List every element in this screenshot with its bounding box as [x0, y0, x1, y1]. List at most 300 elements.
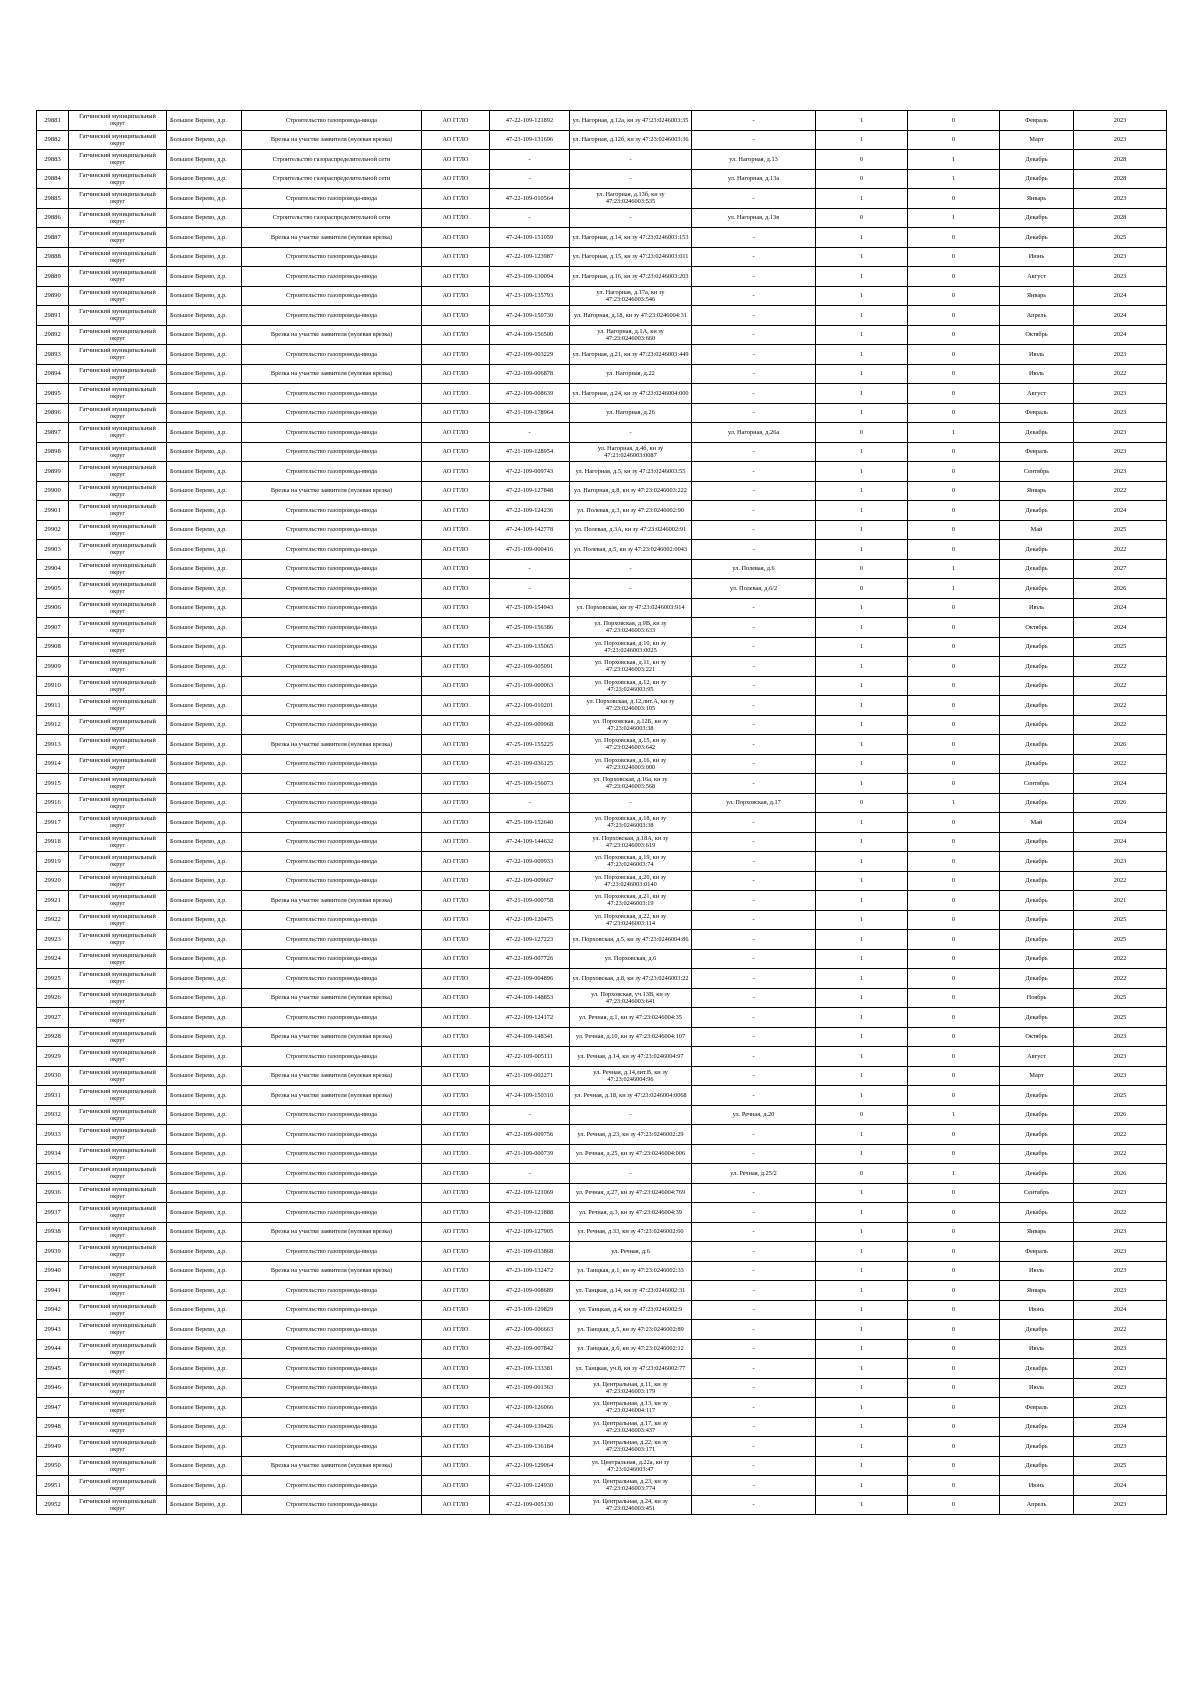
cell-planned-address: - — [692, 1261, 816, 1281]
cell-settlement: Большое Верево, д.р. — [167, 1008, 242, 1028]
cell-month: Июль — [1000, 598, 1074, 618]
cell-settlement: Большое Верево, д.р. — [167, 1476, 242, 1496]
cell-application-number: 47-21-109-178964 — [490, 403, 570, 423]
cell-month: Декабрь — [1000, 1359, 1074, 1379]
cell-count-planned: 0 — [908, 1086, 1000, 1106]
cell-district: Гатчинский муниципальный округ — [69, 1476, 167, 1496]
cell-month: Декабрь — [1000, 1125, 1074, 1145]
cell-row-number: 29929 — [37, 1047, 69, 1067]
cell-count-connected: 1 — [816, 1261, 908, 1281]
table-row — [37, 793, 1167, 813]
cell-application-number: 47-23-109-135065 — [490, 637, 570, 657]
cell-row-number: 29887 — [37, 228, 69, 248]
cell-organization: АО ГГЛО — [422, 891, 490, 911]
cell-address-cadastral: - — [570, 793, 692, 813]
cell-count-connected: 1 — [816, 832, 908, 852]
cell-work-type: Строительство газопровода-ввода — [242, 1417, 422, 1437]
cell-application-number: 47-22-109-009756 — [490, 1125, 570, 1145]
cell-count-connected: 1 — [816, 403, 908, 423]
cell-month: Декабрь — [1000, 871, 1074, 891]
cell-organization: АО ГГЛО — [422, 715, 490, 735]
cell-year: 2023 — [1074, 442, 1167, 462]
cell-month: Декабрь — [1000, 930, 1074, 950]
cell-row-number: 29899 — [37, 462, 69, 482]
cell-settlement: Большое Верево, д.р. — [167, 423, 242, 443]
cell-address-cadastral: ул. Порховская, д.20, кн зу 47:23:0246003:0140 — [570, 871, 692, 891]
cell-application-number: 47-25-109-156386 — [490, 618, 570, 638]
cell-work-type: Строительство газопровода-ввода — [242, 1047, 422, 1067]
cell-address-cadastral: ул. Танцкая, д.5, кн зу 47:23:0246002:89 — [570, 1320, 692, 1340]
cell-application-number: 47-22-109-127223 — [490, 930, 570, 950]
cell-planned-address: - — [692, 735, 816, 755]
cell-row-number: 29936 — [37, 1183, 69, 1203]
cell-settlement: Большое Верево, д.р. — [167, 676, 242, 696]
table-row — [37, 325, 1167, 345]
cell-planned-address: ул. Речная, д.20 — [692, 1105, 816, 1125]
cell-count-planned: 0 — [908, 1222, 1000, 1242]
table-row — [37, 189, 1167, 209]
cell-settlement: Большое Верево, д.р. — [167, 754, 242, 774]
cell-planned-address: - — [692, 111, 816, 131]
cell-year: 2022 — [1074, 364, 1167, 384]
table-row — [37, 715, 1167, 735]
cell-district: Гатчинский муниципальный округ — [69, 696, 167, 716]
table-row — [37, 598, 1167, 618]
cell-district: Гатчинский муниципальный округ — [69, 208, 167, 228]
cell-settlement: Большое Верево, д.р. — [167, 1417, 242, 1437]
cell-month: Март — [1000, 130, 1074, 150]
cell-work-type: Строительство газопровода-ввода — [242, 267, 422, 287]
cell-settlement: Большое Верево, д.р. — [167, 1261, 242, 1281]
cell-planned-address: ул. Нагорная, д.13а — [692, 169, 816, 189]
cell-organization: АО ГГЛО — [422, 286, 490, 306]
cell-count-planned: 0 — [908, 715, 1000, 735]
cell-planned-address: - — [692, 988, 816, 1008]
cell-organization: АО ГГЛО — [422, 1320, 490, 1340]
cell-year: 2023 — [1074, 852, 1167, 872]
cell-planned-address: - — [692, 774, 816, 794]
cell-planned-address: - — [692, 871, 816, 891]
cell-month: Декабрь — [1000, 949, 1074, 969]
cell-count-planned: 0 — [908, 247, 1000, 267]
cell-work-type: Строительство газопровода-ввода — [242, 540, 422, 560]
table-row — [37, 1476, 1167, 1496]
cell-settlement: Большое Верево, д.р. — [167, 1242, 242, 1262]
table-row — [37, 1183, 1167, 1203]
cell-settlement: Большое Верево, д.р. — [167, 871, 242, 891]
cell-row-number: 29923 — [37, 930, 69, 950]
cell-organization: АО ГГЛО — [422, 442, 490, 462]
cell-row-number: 29949 — [37, 1437, 69, 1457]
cell-row-number: 29930 — [37, 1066, 69, 1086]
cell-row-number: 29919 — [37, 852, 69, 872]
cell-district: Гатчинский муниципальный округ — [69, 910, 167, 930]
cell-count-connected: 1 — [816, 228, 908, 248]
cell-application-number: 47-22-109-008639 — [490, 384, 570, 404]
cell-count-planned: 0 — [908, 520, 1000, 540]
cell-month: Май — [1000, 813, 1074, 833]
cell-count-connected: 1 — [816, 1242, 908, 1262]
cell-application-number: 47-22-109-123987 — [490, 247, 570, 267]
cell-work-type: Врезка на участке заявителя (нулевая врезка) — [242, 891, 422, 911]
cell-settlement: Большое Верево, д.р. — [167, 1437, 242, 1457]
cell-count-planned: 0 — [908, 1456, 1000, 1476]
cell-work-type: Строительство газопровода-ввода — [242, 813, 422, 833]
cell-count-planned: 0 — [908, 403, 1000, 423]
cell-settlement: Большое Верево, д.р. — [167, 1300, 242, 1320]
table-row — [37, 286, 1167, 306]
cell-year: 2024 — [1074, 774, 1167, 794]
cell-planned-address: - — [692, 481, 816, 501]
cell-settlement: Большое Верево, д.р. — [167, 520, 242, 540]
cell-planned-address: - — [692, 364, 816, 384]
cell-address-cadastral: ул. Речная, д.23, кн зу 47:23:0246002:29 — [570, 1125, 692, 1145]
cell-planned-address: - — [692, 618, 816, 638]
cell-application-number: 47-23-109-132472 — [490, 1261, 570, 1281]
cell-address-cadastral: ул. Центральная, д.17, кн зу 47:23:0246003:437 — [570, 1417, 692, 1437]
cell-settlement: Большое Верево, д.р. — [167, 189, 242, 209]
cell-district: Гатчинский муниципальный округ — [69, 813, 167, 833]
table-row — [37, 130, 1167, 150]
cell-year: 2022 — [1074, 1125, 1167, 1145]
cell-count-connected: 1 — [816, 267, 908, 287]
cell-month: Февраль — [1000, 1398, 1074, 1418]
cell-count-connected: 1 — [816, 1417, 908, 1437]
cell-organization: АО ГГЛО — [422, 130, 490, 150]
cell-application-number: - — [490, 559, 570, 579]
cell-work-type: Строительство газопровода-ввода — [242, 247, 422, 267]
cell-district: Гатчинский муниципальный округ — [69, 618, 167, 638]
cell-address-cadastral: ул. Речная, д.18, кн зу 47:23:0246004:0068 — [570, 1086, 692, 1106]
cell-application-number: 47-22-109-009743 — [490, 462, 570, 482]
cell-count-planned: 0 — [908, 891, 1000, 911]
cell-planned-address: - — [692, 1203, 816, 1223]
cell-year: 2023 — [1074, 1339, 1167, 1359]
cell-application-number: 47-25-109-152640 — [490, 813, 570, 833]
table-row — [37, 442, 1167, 462]
cell-count-connected: 1 — [816, 1359, 908, 1379]
cell-count-connected: 0 — [816, 793, 908, 813]
data-table-sheet — [36, 110, 1166, 1515]
cell-organization: АО ГГЛО — [422, 871, 490, 891]
cell-work-type: Строительство газопровода-ввода — [242, 969, 422, 989]
cell-count-connected: 1 — [816, 1144, 908, 1164]
cell-address-cadastral: - — [570, 559, 692, 579]
cell-work-type: Строительство газопровода-ввода — [242, 852, 422, 872]
cell-count-planned: 0 — [908, 1495, 1000, 1515]
cell-settlement: Большое Верево, д.р. — [167, 774, 242, 794]
table-row — [37, 1105, 1167, 1125]
cell-application-number: 47-22-109-008689 — [490, 1281, 570, 1301]
cell-application-number: 47-24-109-148853 — [490, 988, 570, 1008]
cell-application-number: 47-24-109-139426 — [490, 1417, 570, 1437]
cell-district: Гатчинский муниципальный округ — [69, 1008, 167, 1028]
cell-organization: АО ГГЛО — [422, 910, 490, 930]
cell-planned-address: - — [692, 891, 816, 911]
cell-count-planned: 0 — [908, 969, 1000, 989]
cell-count-planned: 0 — [908, 1320, 1000, 1340]
cell-address-cadastral: ул. Речная, д.25, кн зу 47:23:0246004:006 — [570, 1144, 692, 1164]
cell-month: Декабрь — [1000, 559, 1074, 579]
cell-month: Август — [1000, 384, 1074, 404]
cell-count-planned: 0 — [908, 1378, 1000, 1398]
cell-work-type: Строительство газопровода-ввода — [242, 501, 422, 521]
cell-count-planned: 0 — [908, 442, 1000, 462]
cell-application-number: 47-24-109-142778 — [490, 520, 570, 540]
cell-application-number: 47-22-109-005111 — [490, 1047, 570, 1067]
cell-count-planned: 1 — [908, 1105, 1000, 1125]
cell-work-type: Строительство газопровода-ввода — [242, 715, 422, 735]
cell-organization: АО ГГЛО — [422, 520, 490, 540]
cell-month: Декабрь — [1000, 1456, 1074, 1476]
table-row — [37, 1359, 1167, 1379]
cell-count-planned: 1 — [908, 793, 1000, 813]
cell-organization: АО ГГЛО — [422, 1398, 490, 1418]
cell-year: 2024 — [1074, 1300, 1167, 1320]
cell-count-planned: 0 — [908, 1027, 1000, 1047]
cell-application-number: 47-23-109-133381 — [490, 1359, 570, 1379]
cell-year: 2024 — [1074, 1476, 1167, 1496]
cell-planned-address: - — [692, 1320, 816, 1340]
cell-organization: АО ГГЛО — [422, 384, 490, 404]
cell-work-type: Строительство газопровода-ввода — [242, 1183, 422, 1203]
table-row — [37, 813, 1167, 833]
cell-planned-address: - — [692, 1495, 816, 1515]
cell-row-number: 29947 — [37, 1398, 69, 1418]
cell-planned-address: - — [692, 247, 816, 267]
table-row — [37, 345, 1167, 365]
cell-address-cadastral: ул. Полевая, д.3, кн зу 47:23:0246002:90 — [570, 501, 692, 521]
cell-year: 2023 — [1074, 111, 1167, 131]
cell-district: Гатчинский муниципальный округ — [69, 364, 167, 384]
cell-settlement: Большое Верево, д.р. — [167, 637, 242, 657]
cell-count-connected: 0 — [816, 169, 908, 189]
cell-row-number: 29891 — [37, 306, 69, 326]
cell-settlement: Большое Верево, д.р. — [167, 150, 242, 170]
cell-month: Декабрь — [1000, 657, 1074, 677]
cell-year: 2024 — [1074, 598, 1167, 618]
cell-application-number: 47-21-109-002271 — [490, 1066, 570, 1086]
cell-planned-address: - — [692, 1125, 816, 1145]
cell-settlement: Большое Верево, д.р. — [167, 247, 242, 267]
table-row — [37, 832, 1167, 852]
cell-settlement: Большое Верево, д.р. — [167, 306, 242, 326]
cell-work-type: Строительство газопровода-ввода — [242, 579, 422, 599]
cell-year: 2022 — [1074, 949, 1167, 969]
cell-application-number: 47-22-109-129064 — [490, 1456, 570, 1476]
cell-settlement: Большое Верево, д.р. — [167, 696, 242, 716]
table-row — [37, 1164, 1167, 1184]
cell-year: 2024 — [1074, 501, 1167, 521]
cell-count-planned: 1 — [908, 1164, 1000, 1184]
cell-count-connected: 1 — [816, 871, 908, 891]
cell-month: Декабрь — [1000, 852, 1074, 872]
cell-district: Гатчинский муниципальный округ — [69, 598, 167, 618]
cell-work-type: Строительство газопровода-ввода — [242, 111, 422, 131]
cell-count-connected: 0 — [816, 1105, 908, 1125]
cell-settlement: Большое Верево, д.р. — [167, 403, 242, 423]
cell-planned-address: - — [692, 696, 816, 716]
cell-application-number: 47-22-109-010564 — [490, 189, 570, 209]
cell-organization: АО ГГЛО — [422, 1222, 490, 1242]
cell-count-connected: 1 — [816, 189, 908, 209]
cell-month: Декабрь — [1000, 754, 1074, 774]
cell-work-type: Врезка на участке заявителя (нулевая врезка) — [242, 1456, 422, 1476]
cell-count-planned: 0 — [908, 345, 1000, 365]
cell-work-type: Строительство газопровода-ввода — [242, 832, 422, 852]
table-row — [37, 1378, 1167, 1398]
cell-month: Июль — [1000, 364, 1074, 384]
cell-settlement: Большое Верево, д.р. — [167, 1456, 242, 1476]
cell-count-planned: 0 — [908, 189, 1000, 209]
cell-application-number: 47-22-109-127905 — [490, 1222, 570, 1242]
cell-count-connected: 1 — [816, 247, 908, 267]
cell-planned-address: - — [692, 813, 816, 833]
cell-work-type: Врезка на участке заявителя (нулевая врезка) — [242, 130, 422, 150]
table-row — [37, 657, 1167, 677]
table-row — [37, 579, 1167, 599]
table-row — [37, 735, 1167, 755]
table-row — [37, 559, 1167, 579]
cell-year: 2025 — [1074, 1456, 1167, 1476]
cell-address-cadastral: ул. Полевая, д.5, кн зу 47:23:0246002:0043 — [570, 540, 692, 560]
cell-application-number: 47-21-109-000416 — [490, 540, 570, 560]
cell-organization: АО ГГЛО — [422, 1242, 490, 1262]
cell-count-connected: 1 — [816, 325, 908, 345]
table-row — [37, 111, 1167, 131]
cell-work-type: Строительство газопровода-ввода — [242, 676, 422, 696]
cell-district: Гатчинский муниципальный округ — [69, 540, 167, 560]
cell-year: 2023 — [1074, 462, 1167, 482]
cell-district: Гатчинский муниципальный округ — [69, 1066, 167, 1086]
cell-count-connected: 1 — [816, 111, 908, 131]
cell-application-number: 47-23-109-129829 — [490, 1300, 570, 1320]
cell-district: Гатчинский муниципальный округ — [69, 150, 167, 170]
cell-month: Март — [1000, 1066, 1074, 1086]
cell-month: Декабрь — [1000, 1320, 1074, 1340]
cell-organization: АО ГГЛО — [422, 696, 490, 716]
cell-planned-address: - — [692, 325, 816, 345]
cell-count-planned: 0 — [908, 657, 1000, 677]
cell-work-type: Строительство газопровода-ввода — [242, 1008, 422, 1028]
cell-application-number: 47-22-109-126066 — [490, 1398, 570, 1418]
cell-application-number: 47-21-109-121888 — [490, 1203, 570, 1223]
cell-address-cadastral: ул. Танцкая, д.6, кн зу 47:23:0246002:12 — [570, 1339, 692, 1359]
cell-application-number: 47-22-109-003229 — [490, 345, 570, 365]
cell-application-number: 47-21-109-001363 — [490, 1378, 570, 1398]
cell-row-number: 29935 — [37, 1164, 69, 1184]
cell-row-number: 29892 — [37, 325, 69, 345]
cell-address-cadastral: ул. Полевая, д.3А, кн зу 47:23:0246002:91 — [570, 520, 692, 540]
cell-month: Январь — [1000, 189, 1074, 209]
cell-row-number: 29894 — [37, 364, 69, 384]
cell-work-type: Строительство газопровода-ввода — [242, 637, 422, 657]
cell-district: Гатчинский муниципальный округ — [69, 325, 167, 345]
cell-application-number: 47-22-109-007726 — [490, 949, 570, 969]
table-row — [37, 1222, 1167, 1242]
cell-application-number: 47-23-109-130094 — [490, 267, 570, 287]
cell-district: Гатчинский муниципальный округ — [69, 949, 167, 969]
cell-row-number: 29924 — [37, 949, 69, 969]
cell-district: Гатчинский муниципальный округ — [69, 403, 167, 423]
cell-month: Декабрь — [1000, 1008, 1074, 1028]
cell-settlement: Большое Верево, д.р. — [167, 1359, 242, 1379]
cell-organization: АО ГГЛО — [422, 228, 490, 248]
cell-district: Гатчинский муниципальный округ — [69, 1300, 167, 1320]
cell-count-planned: 1 — [908, 169, 1000, 189]
cell-year: 2026 — [1074, 579, 1167, 599]
cell-application-number: - — [490, 793, 570, 813]
cell-count-planned: 0 — [908, 1242, 1000, 1262]
cell-count-connected: 1 — [816, 442, 908, 462]
cell-district: Гатчинский муниципальный округ — [69, 1222, 167, 1242]
cell-work-type: Строительство газопровода-ввода — [242, 1164, 422, 1184]
cell-year: 2026 — [1074, 1164, 1167, 1184]
table-row — [37, 891, 1167, 911]
cell-application-number: 47-24-109-150730 — [490, 306, 570, 326]
cell-count-planned: 0 — [908, 1183, 1000, 1203]
cell-year: 2023 — [1074, 1261, 1167, 1281]
cell-application-number: 47-22-109-007842 — [490, 1339, 570, 1359]
cell-count-planned: 0 — [908, 871, 1000, 891]
cell-year: 2022 — [1074, 481, 1167, 501]
table-row — [37, 384, 1167, 404]
cell-district: Гатчинский муниципальный округ — [69, 930, 167, 950]
cell-year: 2022 — [1074, 540, 1167, 560]
cell-count-connected: 1 — [816, 1281, 908, 1301]
cell-month: Декабрь — [1000, 540, 1074, 560]
cell-row-number: 29915 — [37, 774, 69, 794]
cell-year: 2024 — [1074, 813, 1167, 833]
cell-planned-address: - — [692, 1339, 816, 1359]
cell-count-planned: 1 — [908, 208, 1000, 228]
cell-year: 2026 — [1074, 1105, 1167, 1125]
table-row — [37, 169, 1167, 189]
cell-application-number: 47-23-109-136184 — [490, 1437, 570, 1457]
cell-planned-address: - — [692, 1417, 816, 1437]
cell-address-cadastral: ул. Порховская, д.11, кн зу 47:23:0246003:221 — [570, 657, 692, 677]
table-row — [37, 501, 1167, 521]
cell-work-type: Строительство газопровода-ввода — [242, 345, 422, 365]
cell-year: 2025 — [1074, 988, 1167, 1008]
cell-work-type: Строительство газопровода-ввода — [242, 1495, 422, 1515]
cell-district: Гатчинский муниципальный округ — [69, 1320, 167, 1340]
cell-address-cadastral: ул. Порховская, д.9В, кн зу 47:23:0246003:633 — [570, 618, 692, 638]
gasification-table — [36, 110, 1167, 1515]
cell-application-number: 47-22-109-009933 — [490, 852, 570, 872]
cell-work-type: Строительство газопровода-ввода — [242, 384, 422, 404]
cell-work-type: Строительство газопровода-ввода — [242, 1437, 422, 1457]
cell-organization: АО ГГЛО — [422, 988, 490, 1008]
cell-planned-address: ул. Речная, д.25/2 — [692, 1164, 816, 1184]
cell-address-cadastral: ул. Порховская, д.10, кн зу 47:23:0246003:0025 — [570, 637, 692, 657]
cell-address-cadastral: ул. Нагорная, д.12б, кн зу 47:23:0246003:36 — [570, 130, 692, 150]
cell-month: Январь — [1000, 481, 1074, 501]
cell-count-connected: 1 — [816, 891, 908, 911]
cell-count-planned: 0 — [908, 1261, 1000, 1281]
cell-address-cadastral: ул. Нагорная, д.15, кн зу 47:23:0246003:011 — [570, 247, 692, 267]
cell-settlement: Большое Верево, д.р. — [167, 735, 242, 755]
cell-row-number: 29906 — [37, 598, 69, 618]
cell-count-planned: 0 — [908, 735, 1000, 755]
cell-work-type: Врезка на участке заявителя (нулевая врезка) — [242, 228, 422, 248]
cell-address-cadastral: ул. Порховская, д.6 — [570, 949, 692, 969]
cell-application-number: 47-22-109-004896 — [490, 969, 570, 989]
cell-district: Гатчинский муниципальный округ — [69, 891, 167, 911]
cell-application-number: 47-23-109-135793 — [490, 286, 570, 306]
cell-month: Февраль — [1000, 1242, 1074, 1262]
table-row — [37, 267, 1167, 287]
